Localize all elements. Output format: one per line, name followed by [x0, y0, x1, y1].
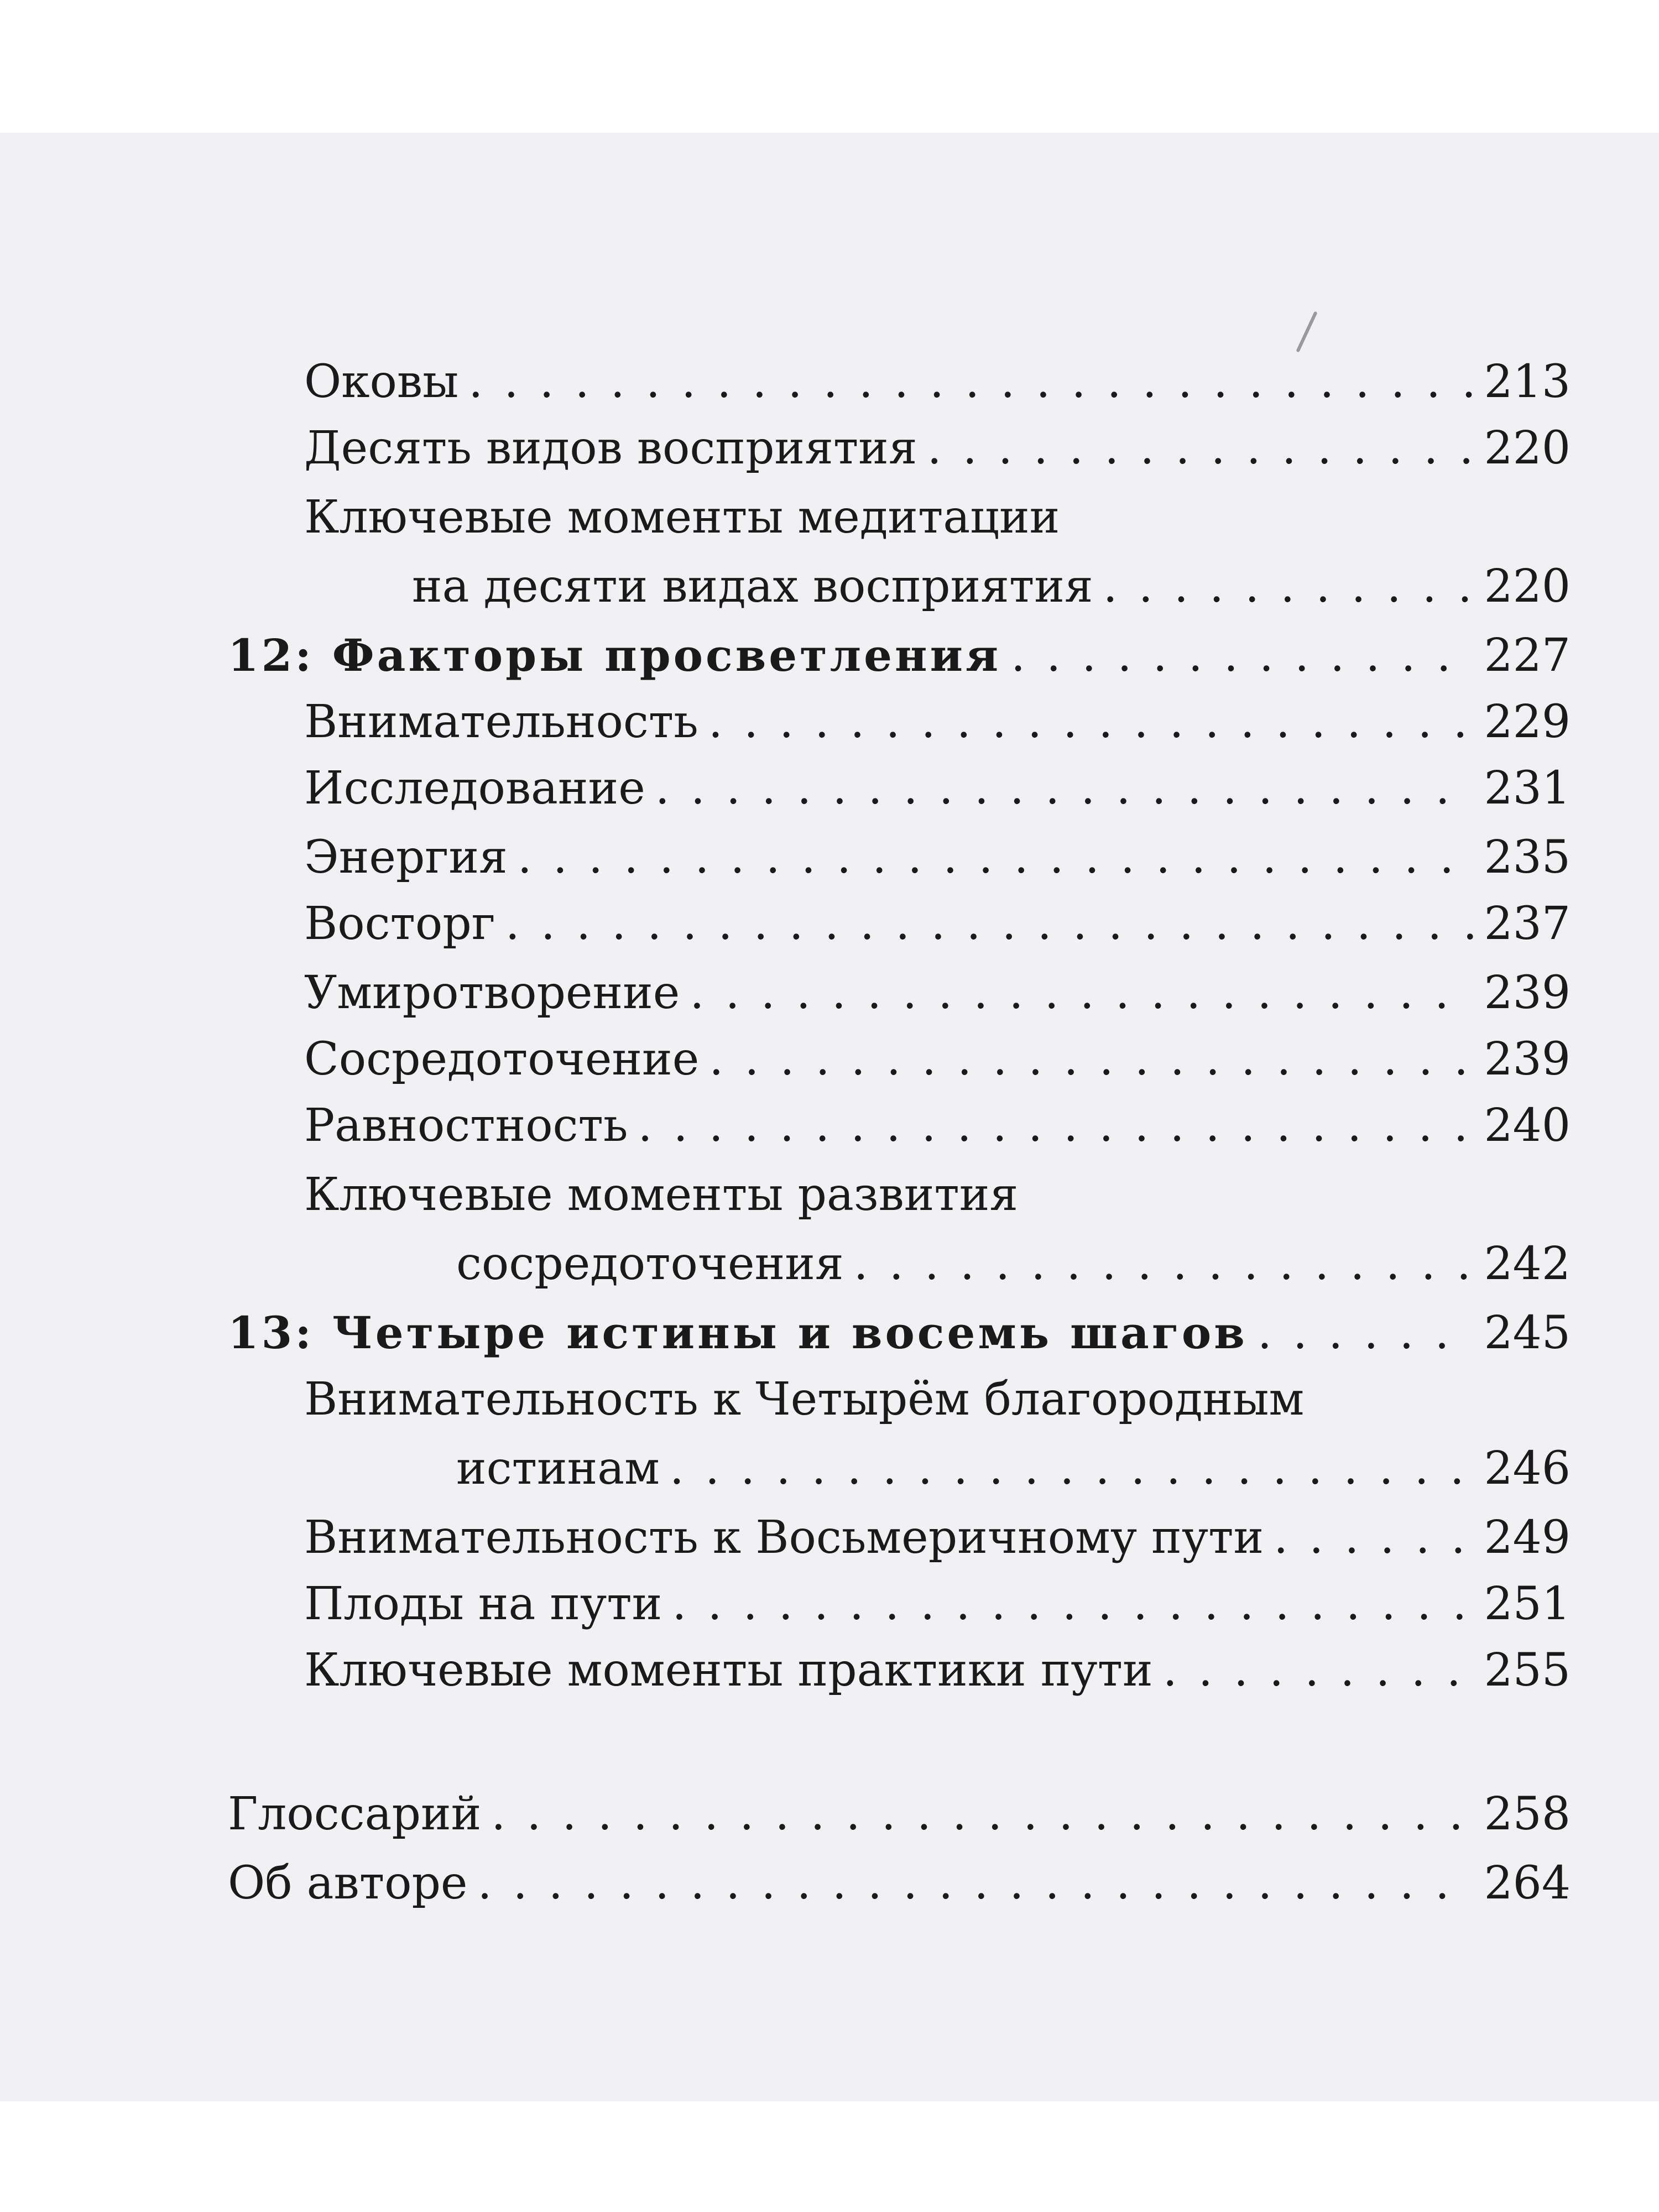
dot-leader: [690, 971, 1474, 1016]
toc-entry-title: Умиротворение: [304, 967, 680, 1019]
toc-chapter-13: [228, 1307, 1571, 1359]
toc-entry-key-points-concentration: [456, 1238, 1571, 1290]
toc-entry-mindfulness: [304, 696, 1571, 748]
toc-entry-title: Оковы: [304, 356, 459, 408]
toc-entry-okovy: [304, 356, 1571, 408]
dot-leader: [638, 1103, 1474, 1149]
toc-entry-page: 240: [1484, 1099, 1571, 1152]
toc-entry-title-line2: сосредоточения: [456, 1238, 844, 1290]
toc-entry-page: 220: [1484, 560, 1571, 613]
toc-chapter-title: 13: Четыре истины и восемь шагов: [228, 1307, 1248, 1359]
toc-entry-title: Ключевые моменты практики пути: [304, 1644, 1153, 1697]
dot-leader: [655, 766, 1474, 811]
toc-entry-title: Сосредоточение: [304, 1033, 700, 1086]
dot-leader: [1011, 633, 1474, 679]
toc-entry-eightfold-path: [304, 1511, 1571, 1564]
dot-leader: [670, 1446, 1474, 1491]
toc-entry-rapture: [304, 898, 1571, 950]
dot-leader: [927, 426, 1474, 471]
dot-leader: [477, 1861, 1474, 1906]
toc-entry-ten-perceptions: [304, 422, 1571, 474]
toc-entry-title: Об авторе: [228, 1857, 468, 1910]
toc-entry-page: 251: [1484, 1578, 1571, 1630]
toc-entry-title-line2: истинам: [456, 1442, 660, 1495]
toc-entry-title-line1: Ключевые моменты развития: [304, 1168, 1019, 1221]
dot-leader: [708, 700, 1474, 745]
dot-leader: [1258, 1311, 1474, 1356]
toc-entry-title-line2: на десяти видах восприятия: [412, 560, 1093, 613]
toc-entry-page: 220: [1484, 422, 1571, 474]
toc-entry-page: 235: [1484, 831, 1571, 884]
toc-entry-page: 264: [1484, 1857, 1571, 1910]
dot-leader: [1163, 1648, 1474, 1693]
toc-entry-page: 255: [1484, 1644, 1571, 1697]
toc-entry-title: Внимательность к Восьмеричному пути: [304, 1511, 1264, 1564]
toc-entry-page: 246: [1484, 1442, 1571, 1495]
toc-entry-title: Глоссарий: [228, 1788, 482, 1840]
toc-entry-energy: [304, 831, 1571, 884]
toc-entry-title: Исследование: [304, 762, 645, 815]
toc-chapter-title: 12: Факторы просветления: [228, 629, 1001, 681]
toc-entry-glossary: [228, 1788, 1571, 1840]
dot-leader: [854, 1241, 1474, 1287]
toc-entry-page: 229: [1484, 696, 1571, 748]
toc-entry-key-points-meditation: [412, 560, 1571, 613]
toc-entry-page: 242: [1484, 1238, 1571, 1290]
dot-leader: [709, 1037, 1474, 1082]
toc-entry-page: 227: [1484, 629, 1571, 682]
toc-entry-page: 231: [1484, 762, 1571, 815]
toc-entry-title: Равностность: [304, 1099, 628, 1152]
toc-entry-page: 239: [1484, 1033, 1571, 1086]
toc-entry-title-line1: Ключевые моменты медитации: [304, 491, 1060, 544]
toc-entry-title: Восторг: [304, 898, 495, 950]
dot-leader: [1103, 564, 1474, 609]
toc-entry-title: Десять видов восприятия: [304, 422, 917, 474]
dot-leader: [468, 359, 1474, 405]
toc-chapter-12: [228, 629, 1571, 682]
dot-leader: [518, 835, 1474, 880]
toc-entry-key-points-path: [304, 1644, 1571, 1697]
toc-entry-page: 239: [1484, 967, 1571, 1019]
toc-entry-four-truths: [456, 1442, 1571, 1495]
toc-entry-about-author: [228, 1857, 1571, 1910]
toc-entry-page: 245: [1484, 1307, 1571, 1359]
toc-entry-tranquility: [304, 967, 1571, 1019]
toc-entry-page: 213: [1484, 356, 1571, 408]
toc-entry-title-line1: Внимательность к Четырём благородным: [304, 1373, 1305, 1426]
dot-leader: [505, 901, 1474, 947]
toc-entry-equanimity: [304, 1099, 1571, 1152]
toc-entry-investigation: [304, 762, 1571, 815]
toc-entry-title: Энергия: [304, 831, 508, 884]
dot-leader: [672, 1582, 1474, 1627]
dot-leader: [491, 1792, 1474, 1837]
toc-entry-concentration: [304, 1033, 1571, 1086]
toc-entry-page: 237: [1484, 898, 1571, 950]
toc-entry-page: 258: [1484, 1788, 1571, 1840]
toc-entry-title: Плоды на пути: [304, 1578, 662, 1630]
dot-leader: [1274, 1515, 1474, 1561]
toc-entry-fruits-of-path: [304, 1578, 1571, 1630]
toc-entry-title: Внимательность: [304, 696, 698, 748]
toc-entry-page: 249: [1484, 1511, 1571, 1564]
